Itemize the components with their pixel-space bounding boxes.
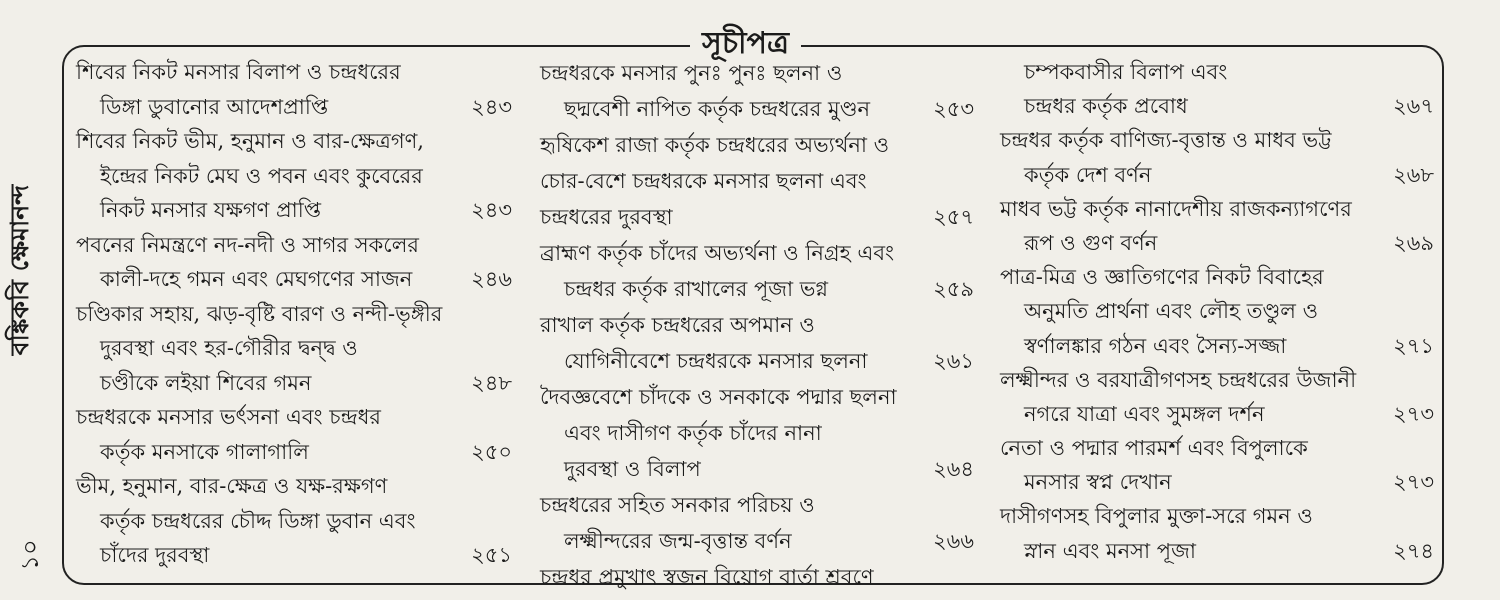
- toc-entry-text: এবং দাসীগণ কর্তৃক চাঁদের নানা: [564, 421, 822, 445]
- toc-line: [76, 469, 518, 504]
- toc-entry-text: চন্দ্রধর কর্তৃক প্রবোধ: [1024, 94, 1188, 119]
- toc-line: [76, 400, 518, 435]
- toc-entry-text: চন্দ্রধরকে মনসার ভর্ৎসনা এবং চন্দ্রধর: [76, 405, 381, 429]
- toc-line: [1000, 123, 1440, 157]
- toc-entry-text: কর্তৃক মনসাকে গালাগালি: [100, 439, 309, 464]
- toc-entry-text: চোর-বেশে চন্দ্রধরকে মনসার ছলনা এবং: [540, 169, 867, 193]
- toc-page-number: ২৪৩: [471, 94, 512, 119]
- page-title: সূচীপত্র: [690, 24, 801, 64]
- toc-entry-text: চন্দ্রধর প্রমুখাৎ স্বজন বিয়োগ বার্তা শ্রবণে: [540, 565, 874, 589]
- toc-entry-text: কালী-দহে গমন এবং মেঘগণের সাজন: [100, 267, 413, 291]
- toc-line: [540, 163, 980, 199]
- toc-line: [540, 523, 980, 559]
- toc-page-number: ২৭৪: [1393, 538, 1434, 563]
- page-number: ১০: [16, 539, 44, 571]
- toc-line: [76, 228, 518, 263]
- toc-entry-text: কর্তৃক দেশ বর্ণন: [1024, 162, 1152, 187]
- toc-entry-text: দৈবজ্ঞবেশে চাঁদকে ও সনকাকে পদ্মার ছলনা: [540, 385, 897, 409]
- toc-line: [1000, 294, 1440, 328]
- toc-page-number: ২৫৯: [933, 277, 974, 301]
- toc-entry-text: ভীম, হনুমান, বার-ক্ষেত্র ও যক্ষ-রক্ষগণ: [76, 474, 388, 498]
- toc-line: [1000, 431, 1440, 465]
- toc-line: [1000, 363, 1440, 397]
- toc-entry-text: চণ্ডীকে লইয়া শিবের গমন: [100, 370, 312, 395]
- toc-line: [540, 379, 980, 415]
- toc-line: [540, 271, 980, 307]
- toc-line: [1000, 89, 1440, 123]
- toc-line: [1000, 329, 1440, 363]
- toc-line: [1000, 465, 1440, 499]
- toc-line: [540, 307, 980, 343]
- toc-entry-text: যোগিনীবেশে চন্দ্রধরকে মনসার ছলনা: [564, 349, 868, 373]
- toc-line: [540, 415, 980, 451]
- toc-entry-text: মনসার স্বপ্ন দেখান: [1024, 470, 1172, 495]
- toc-page-number: ২৫৩: [933, 97, 974, 121]
- toc-line: [1000, 397, 1440, 431]
- toc-page-number: ২৭১: [1393, 333, 1434, 358]
- toc-line: [76, 159, 518, 194]
- toc-line: [540, 559, 980, 595]
- toc-entry-text: চন্দ্রধর কর্তৃক রাখালের পূজা ভগ্ন: [564, 277, 829, 301]
- toc-line: [76, 504, 518, 539]
- toc-entry-text: চম্পকবাসীর বিলাপ এবং: [1024, 60, 1228, 84]
- toc-entry-text: চণ্ডিকার সহায়, ঝড়-বৃষ্টি বারণ ও নন্দী-ভৃঙ্গীর: [76, 301, 443, 326]
- toc-entry-text: নিকট মনসার যক্ষগণ প্রাপ্তি: [100, 198, 322, 222]
- toc-page-number: ২৫৭: [933, 205, 974, 229]
- toc-entry-text: হৃষিকেশ রাজা কর্তৃক চন্দ্রধরের অভ্যর্থনা ও: [540, 133, 890, 157]
- toc-entry-text: ব্রাহ্মণ কর্তৃক চাঁদের অভ্যর্থনা ও নিগ্রহ এবং: [540, 241, 895, 265]
- toc-page-number: ২৫১: [471, 543, 512, 567]
- toc-page-number: ২৬১: [933, 349, 974, 373]
- toc-line: [76, 297, 518, 332]
- toc-entry-text: রাখাল কর্তৃক চন্দ্রধরের অপমান ও: [540, 313, 815, 337]
- toc-entry-text: লক্ষ্মীন্দরের জন্ম-বৃত্তান্ত বর্ণন: [564, 529, 792, 553]
- contents-column-2: [540, 55, 980, 595]
- toc-line: [540, 343, 980, 379]
- toc-line: [1000, 260, 1440, 294]
- contents-column-1: [76, 55, 518, 573]
- toc-entry-text: নেতা ও পদ্মার পারমর্শ এবং বিপুলাকে: [1000, 436, 1308, 461]
- toc-page-number: ২৬৬: [933, 529, 974, 553]
- toc-entry-text: শিবের নিকট ভীম, হনুমান ও বার-ক্ষেত্রগণ,: [76, 129, 424, 153]
- toc-line: [540, 55, 980, 91]
- toc-entry-text: চন্দ্রধরকে মনসার পুনঃ পুনঃ ছলনা ও: [540, 61, 843, 85]
- toc-entry-text: চন্দ্রধরের সহিত সনকার পরিচয় ও: [540, 493, 815, 517]
- toc-entry-text: মাধব ভট্ট কর্তৃক নানাদেশীয় রাজকন্যাগণের: [1000, 196, 1352, 221]
- toc-line: [76, 435, 518, 470]
- toc-entry-text: স্বর্ণালঙ্কার গঠন এবং সৈন্য-সজ্জা: [1024, 333, 1287, 358]
- toc-page-number: ২৬৮: [1393, 162, 1434, 187]
- toc-line: [76, 55, 518, 90]
- toc-entry-text: রূপ ও গুণ বর্ণন: [1024, 230, 1158, 255]
- toc-entry-text: ইন্দ্রের নিকট মেঘ ও পবন এবং কুবেরের: [100, 163, 423, 188]
- toc-line: [540, 91, 980, 127]
- toc-entry-text: নগরে যাত্রা এবং সুমঙ্গল দর্শন: [1024, 401, 1265, 426]
- toc-line: [76, 538, 518, 573]
- toc-line: [76, 193, 518, 228]
- toc-page-number: ২৬৭: [1393, 94, 1434, 119]
- toc-entry-text: দুরবস্থা ও বিলাপ: [564, 457, 701, 481]
- toc-entry-text: ডিঙ্গা ডুবানোর আদেশপ্রাপ্তি: [100, 94, 329, 119]
- toc-line: [76, 366, 518, 401]
- toc-line: [76, 90, 518, 125]
- toc-entry-text: দাসীগণসহ বিপুলার মুক্তা-সরে গমন ও: [1000, 504, 1313, 529]
- toc-page-number: ২৫০: [471, 439, 512, 464]
- toc-line: [540, 235, 980, 271]
- toc-entry-text: চাঁদের দুরবস্থা: [100, 543, 210, 567]
- toc-line: [540, 127, 980, 163]
- toc-entry-text: পাত্র-মিত্র ও জ্ঞাতিগণের নিকট বিবাহের: [1000, 265, 1324, 290]
- toc-entry-text: ছদ্মবেশী নাপিত কর্তৃক চন্দ্রধরের মুণ্ডন: [564, 97, 871, 121]
- toc-entry-text: চন্দ্রধরের দুরবস্থা: [540, 205, 673, 229]
- toc-line: [1000, 192, 1440, 226]
- toc-entry-text: কর্তৃক চন্দ্রধরের চৌদ্দ ডিঙ্গা ডুবান এবং: [100, 508, 416, 533]
- toc-page-number: ২৬৪: [933, 457, 974, 481]
- toc-entry-text: স্নান এবং মনসা পূজা: [1024, 538, 1196, 563]
- toc-line: [76, 262, 518, 297]
- toc-entry-text: লক্ষ্মীন্দর ও বরযাত্রীগণসহ চন্দ্রধরের উজানী: [1000, 367, 1357, 392]
- toc-entry-text: অনুমতি প্রার্থনা এবং লৌহ তণ্ডুল ও: [1024, 299, 1319, 324]
- toc-page-number: ২৭৩: [1393, 470, 1434, 495]
- toc-line: [540, 451, 980, 487]
- toc-line: [1000, 226, 1440, 260]
- toc-line: [540, 487, 980, 523]
- toc-page-number: ২৪৬: [471, 267, 512, 291]
- toc-line: [1000, 158, 1440, 192]
- toc-line: [1000, 534, 1440, 568]
- toc-page-number: ২৪৩: [471, 198, 512, 222]
- toc-entry-text: চন্দ্রধর কর্তৃক বাণিজ্য-বৃত্তান্ত ও মাধব ভট্ট: [1000, 128, 1332, 153]
- toc-page-number: ২৬৯: [1393, 230, 1434, 255]
- toc-line: [76, 124, 518, 159]
- toc-entry-text: দুরবস্থা এবং হর-গৌরীর দ্বন্দ্ব ও: [100, 336, 358, 360]
- toc-entry-text: পবনের নিমন্ত্রণে নদ-নদী ও সাগর সকলের: [76, 232, 419, 257]
- toc-page-number: ২৪৮: [471, 370, 512, 395]
- toc-page-number: ২৭৩: [1393, 401, 1434, 426]
- toc-line: [76, 331, 518, 366]
- contents-column-3: [1000, 55, 1440, 568]
- toc-line: [540, 199, 980, 235]
- side-book-title: বঙ্কিকবি ক্ষেমানন্দ: [5, 184, 34, 356]
- toc-line: [1000, 55, 1440, 89]
- toc-entry-text: শিবের নিকট মনসার বিলাপ ও চন্দ্রধরের: [76, 60, 401, 84]
- toc-line: [1000, 499, 1440, 533]
